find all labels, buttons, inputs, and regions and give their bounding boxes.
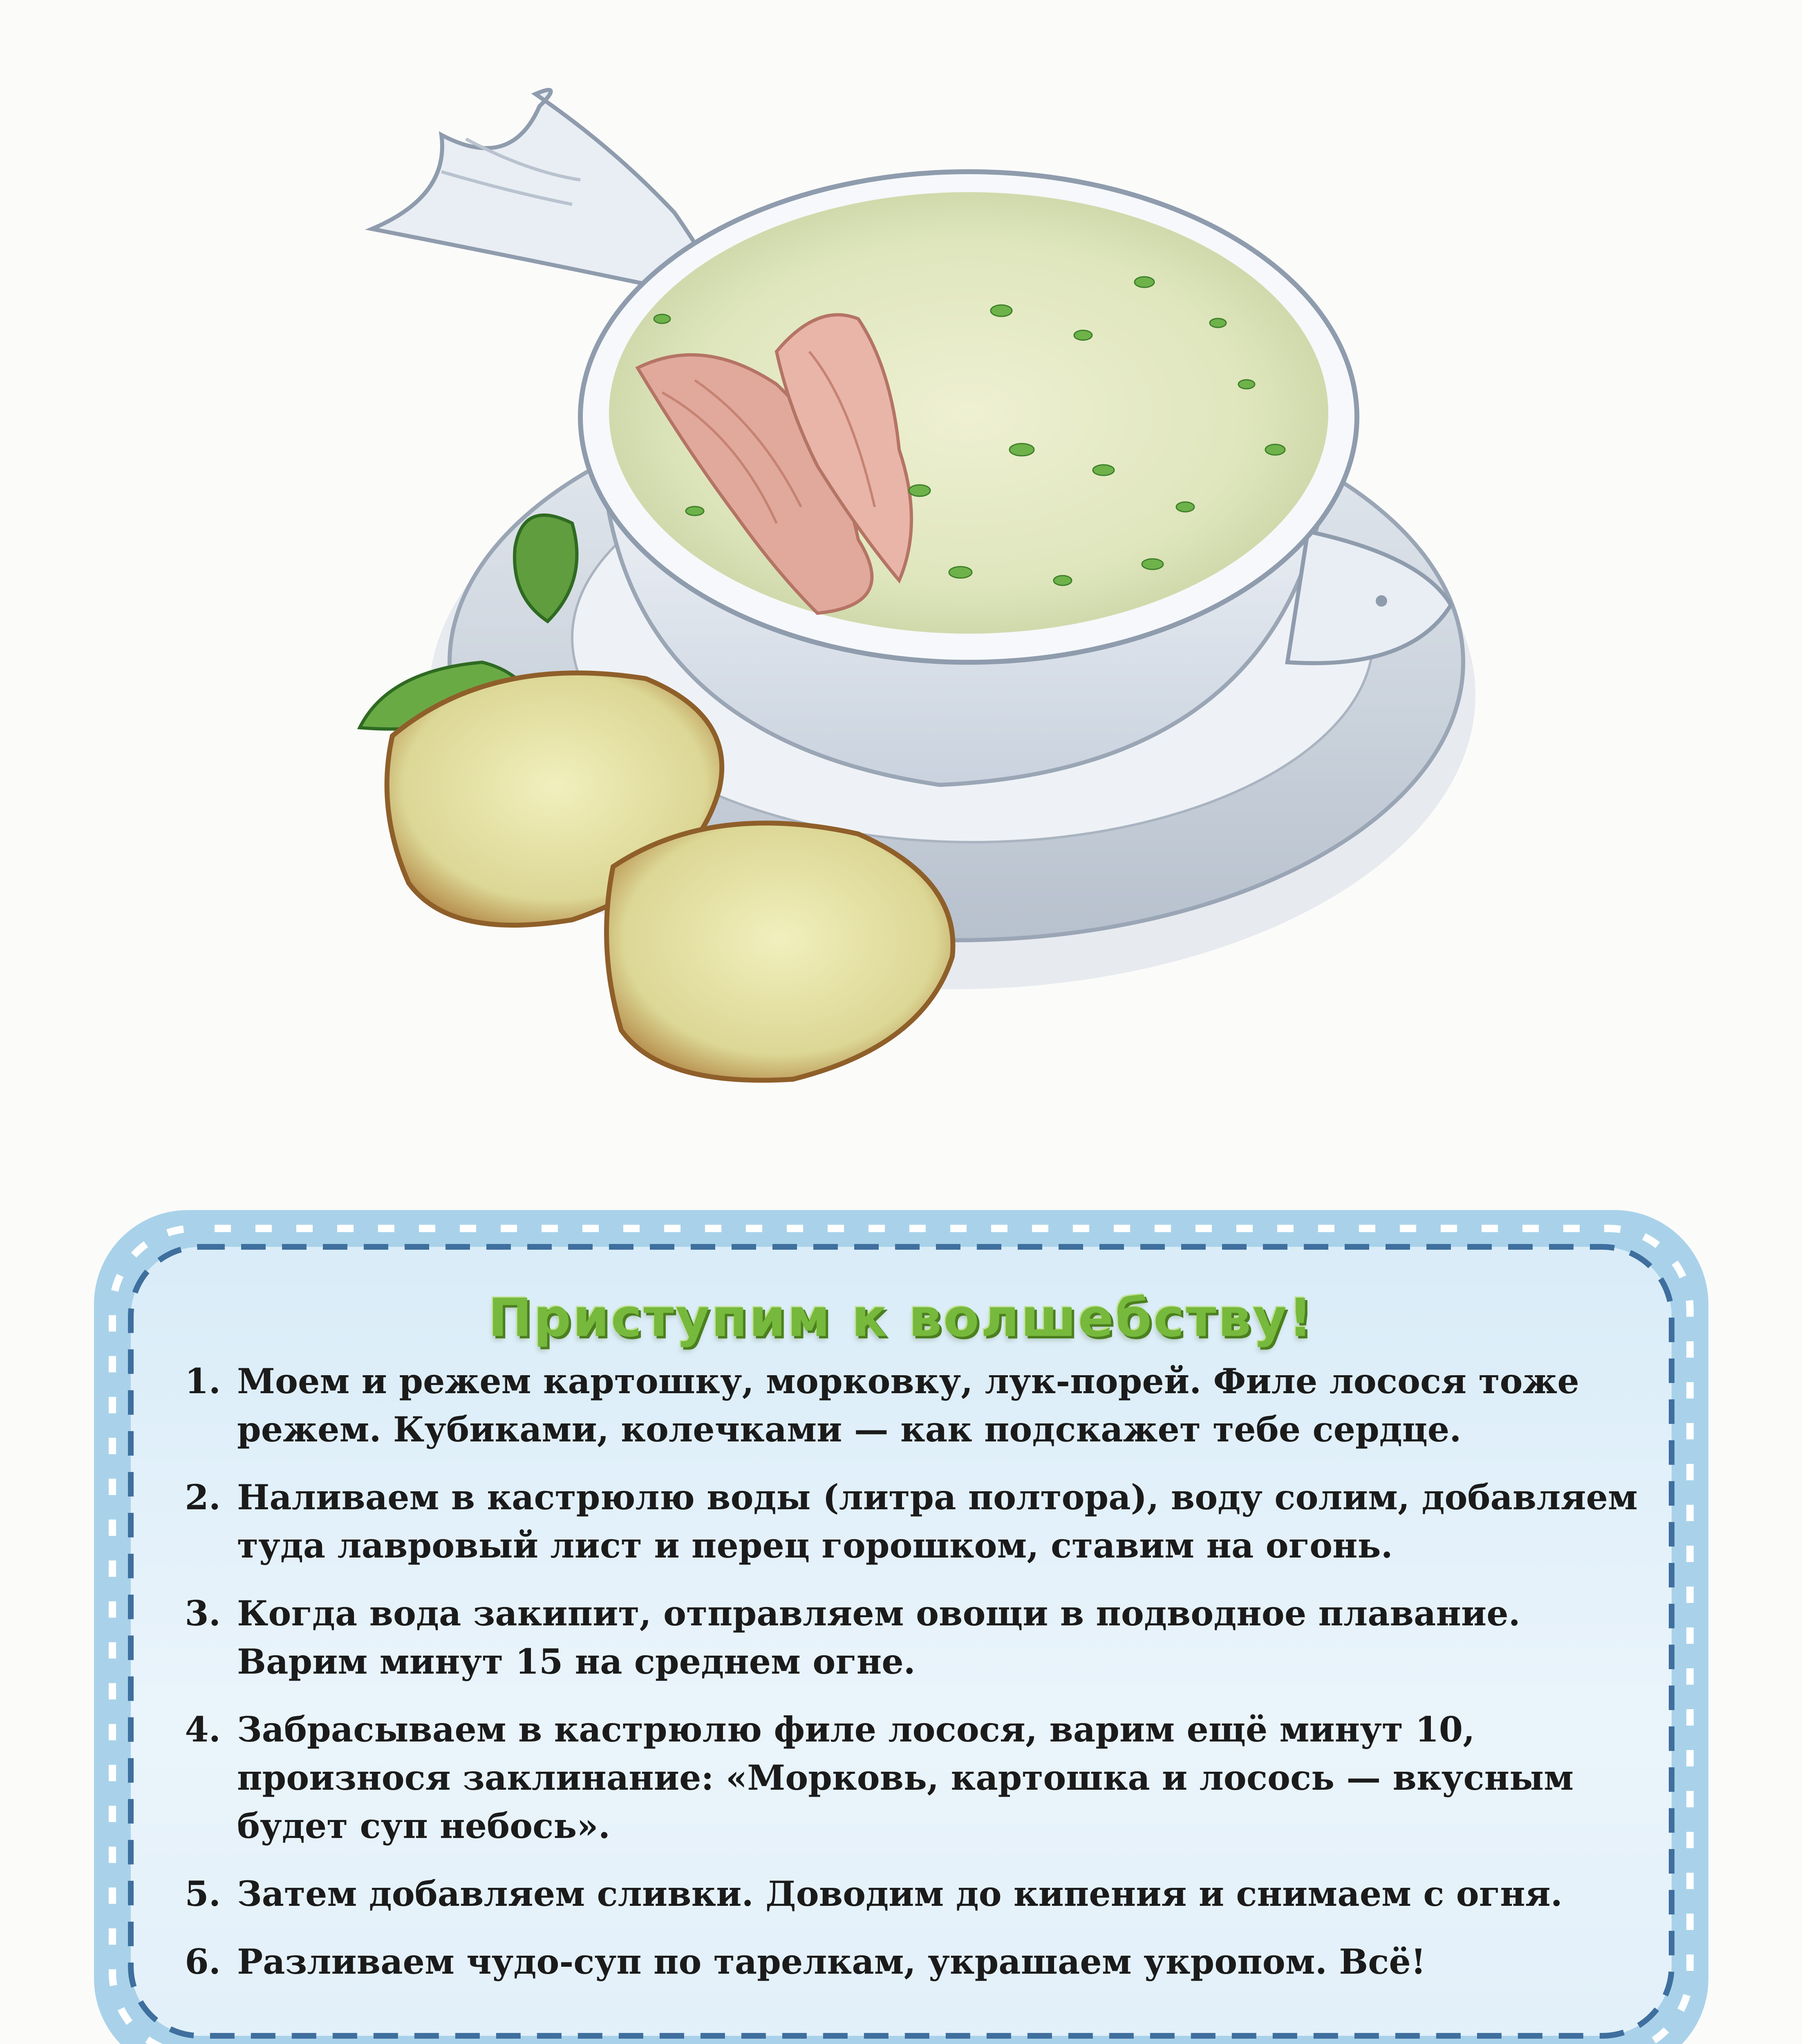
recipe-step [151, 1938, 1643, 1986]
recipe-step [151, 1706, 1643, 1850]
recipe-step [151, 1589, 1643, 1686]
recipe-steps-list [151, 1357, 1643, 2006]
step-number: 4. [185, 1709, 221, 1750]
step-text: Когда вода закипит, отправляем овощи в подводное плавание. Варим минут 15 на среднем огне. [237, 1593, 1520, 1682]
step-text: Наливаем в кастрюлю воды (литра полтора), воду солим, добавляем туда лавровый лист и перец горошком, ставим на огонь. [237, 1477, 1638, 1566]
step-number: 6. [185, 1941, 221, 1982]
recipe-step [151, 1473, 1643, 1570]
step-text: Забрасываем в кастрюлю филе лосося, варим ещё минут 10, произнося заклинание: «Морковь, картошка и лосось — вкусным будет суп небось». [237, 1709, 1574, 1846]
recipe-step [151, 1357, 1643, 1454]
step-number: 5. [185, 1874, 221, 1914]
recipe-step [151, 1870, 1643, 1918]
step-text: Моем и режем картошку, морковку, лук-порей. Филе лосося тоже режем. Кубиками, колечками — как подскажет тебе сердце. [237, 1361, 1579, 1450]
step-number: 2. [185, 1477, 221, 1517]
step-number: 3. [185, 1593, 221, 1634]
step-text: Затем добавляем сливки. Доводим до кипения и снимаем с огня. [237, 1874, 1563, 1914]
step-number: 1. [185, 1361, 221, 1401]
recipe-heading: Приступим к волшебству! [488, 1288, 1314, 1349]
step-text: Разливаем чудо-суп по тарелкам, украшаем укропом. Всё! [237, 1941, 1426, 1982]
